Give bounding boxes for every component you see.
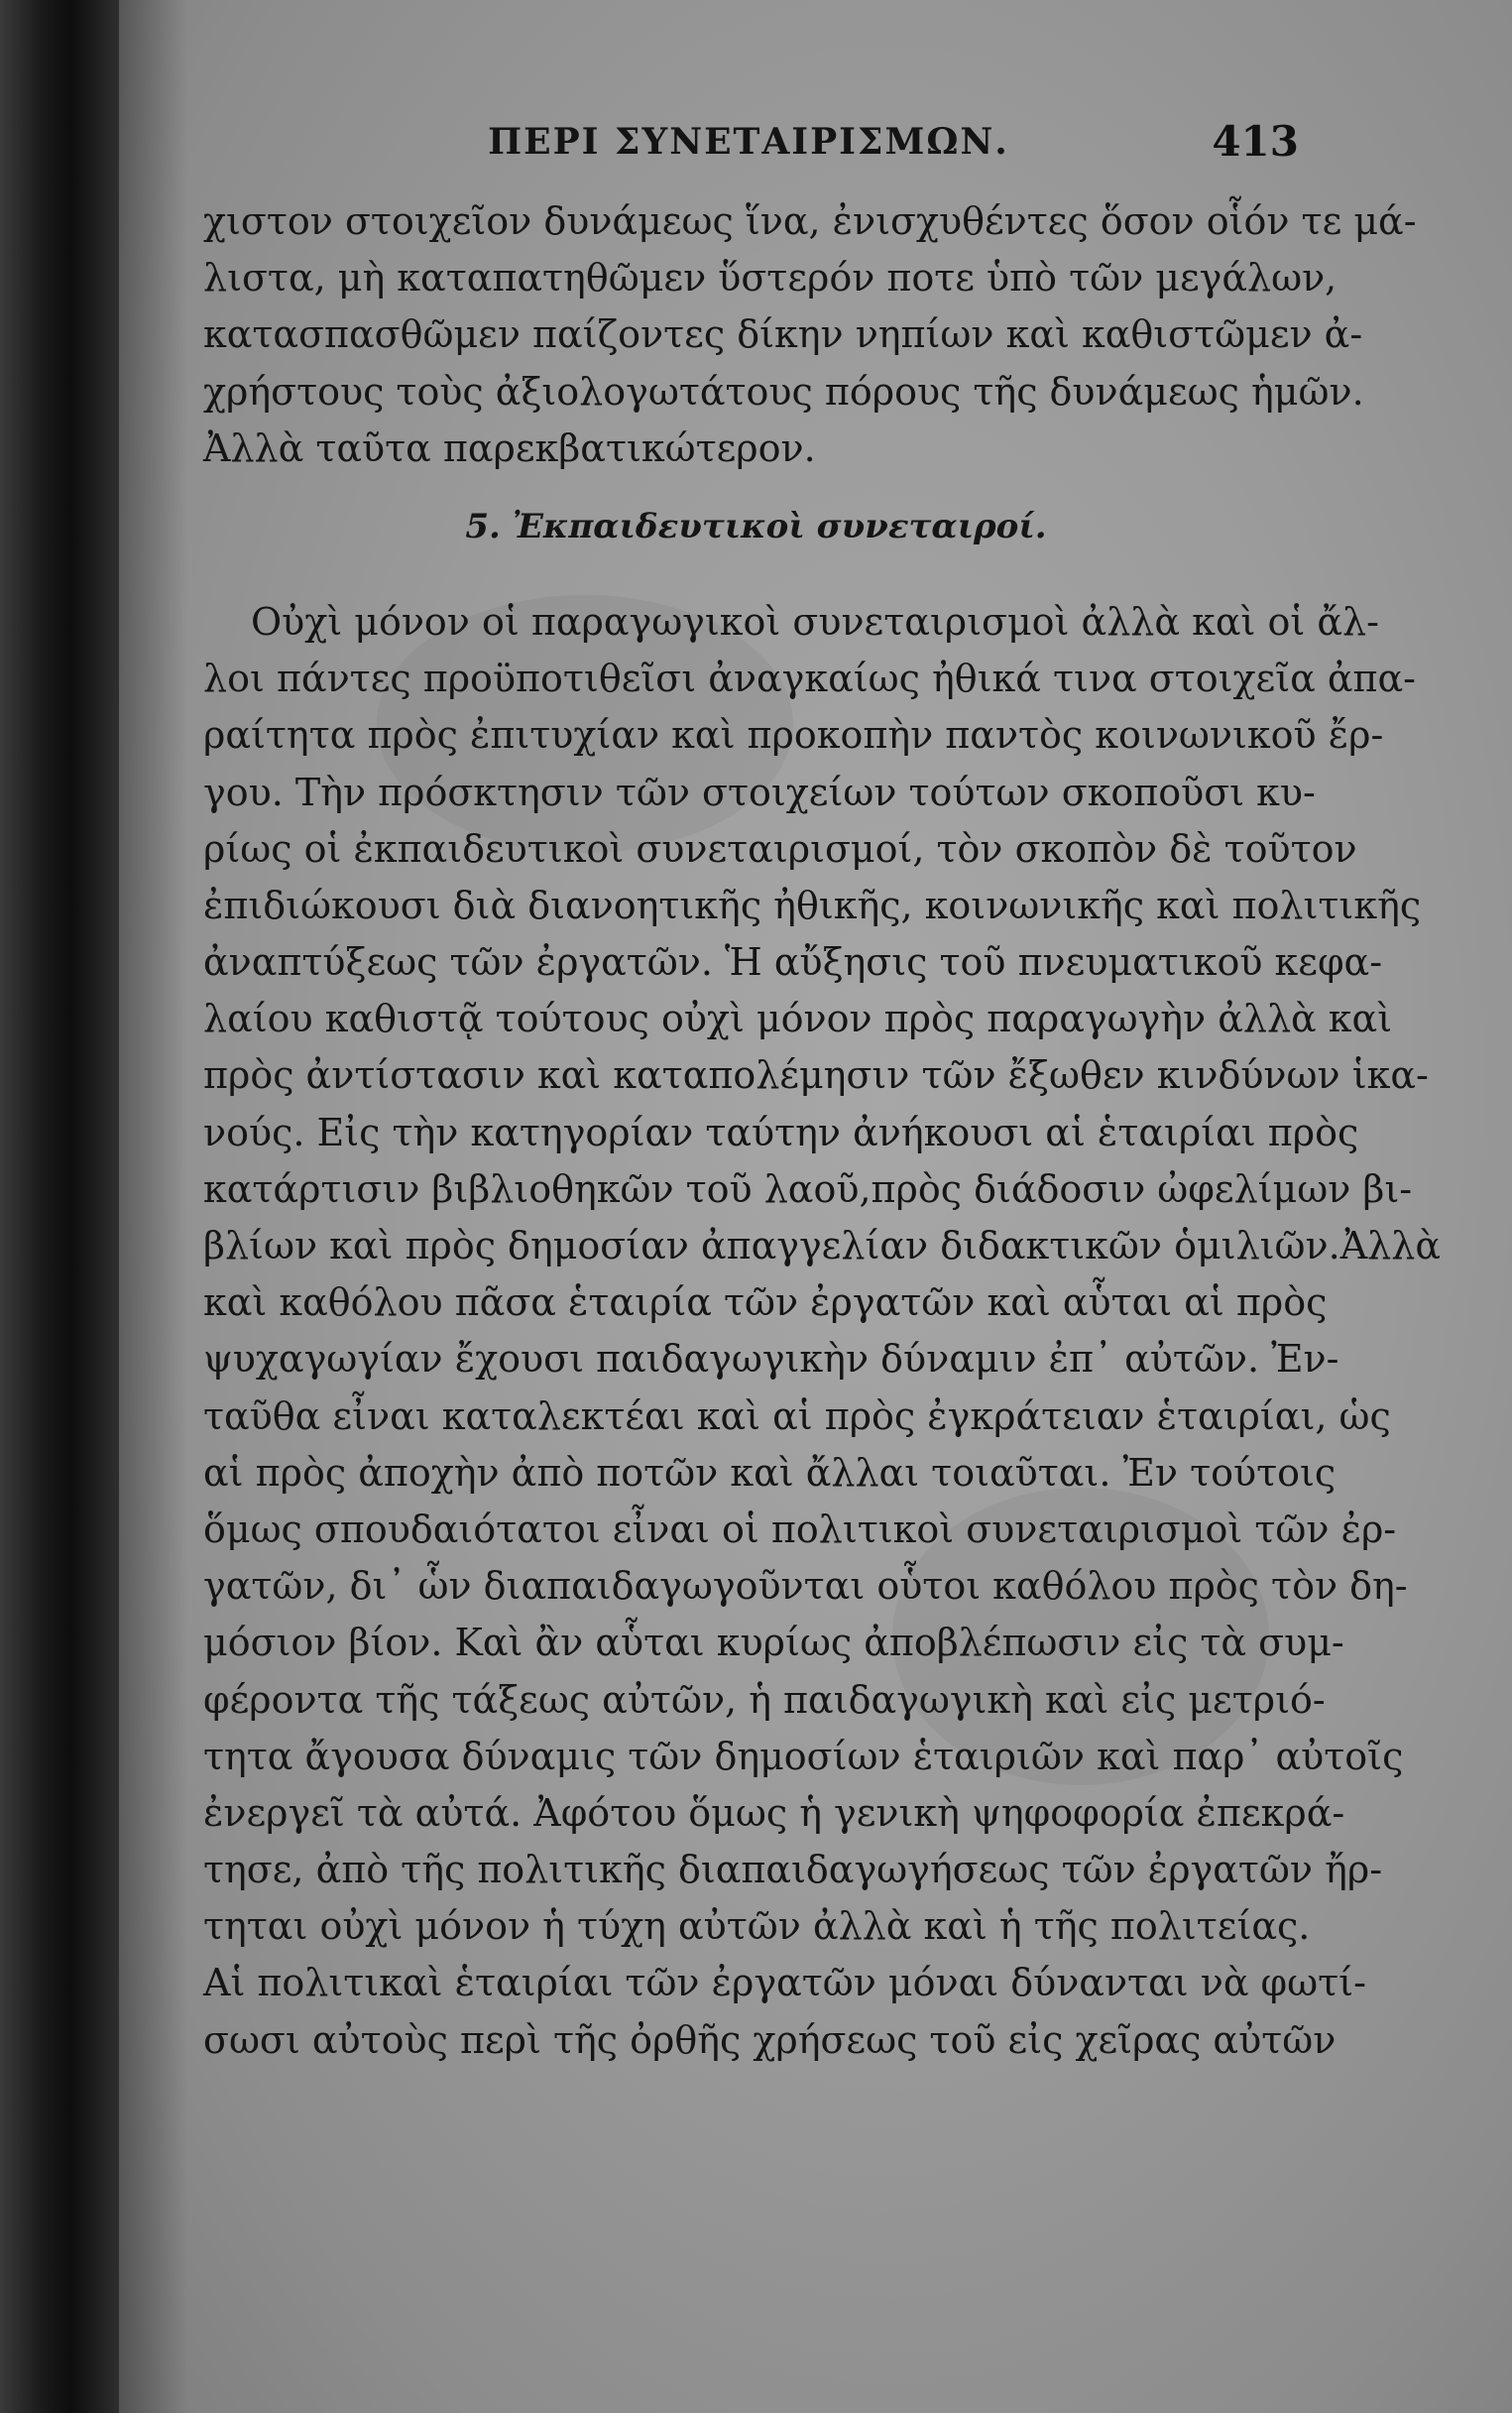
text-line: τητα ἄγουσα δύναμις τῶν δημοσίων ἑταιριῶν καὶ παρ᾽ αὐτοῖς xyxy=(203,1734,1404,1778)
text-line: χιστον στοιχεῖον δυνάμεως ἵνα, ἐνισχυθέντες ὅσον οἷόν τε μά- xyxy=(203,199,1417,243)
text-line: αἱ πρὸς ἀποχὴν ἀπὸ ποτῶν καὶ ἄλλαι τοιαῦται. Ἐν τούτοις xyxy=(203,1450,1337,1495)
text-line: ἀναπτύξεως τῶν ἐργατῶν. Ἡ αὔξησις τοῦ πνευματικοῦ κεφα- xyxy=(203,940,1383,985)
text-line: σωσι αὐτοὺς περὶ τῆς ὀρθῆς χρήσεως τοῦ εἰς χεῖρας αὐτῶν xyxy=(203,2017,1337,2062)
text-line: μόσιον βίον. Καὶ ἂν αὗται κυρίως ἀποβλέπωσιν εἰς τὰ συμ- xyxy=(203,1621,1344,1665)
book-spine xyxy=(0,0,119,2413)
body-text xyxy=(203,193,1441,2069)
text-line: Ἀλλὰ ταῦτα παρεκβατικώτερον. xyxy=(203,425,816,470)
page-header xyxy=(198,109,1299,179)
running-title: ΠΕΡΙ ΣΥΝΕΤΑΙΡΙΣΜΩΝ. xyxy=(488,121,1009,163)
text-line: ὅμως σπουδαιότατοι εἶναι οἱ πολιτικοὶ συνεταιρισμοὶ τῶν ἐρ- xyxy=(203,1507,1397,1551)
text-line: φέροντα τῆς τάξεως αὐτῶν, ἡ παιδαγωγικὴ καὶ εἰς μετριό- xyxy=(203,1677,1326,1722)
paragraph-1 xyxy=(203,193,1417,477)
text-line: Αἱ πολιτικαὶ ἑταιρίαι τῶν ἐργατῶν μόναι δύνανται νὰ φωτί- xyxy=(203,1961,1366,2005)
text-line: γατῶν, δι᾽ ὧν διαπαιδαγωγοῦνται οὗτοι καθόλου πρὸς τὸν δη- xyxy=(203,1564,1408,1609)
text-line: νούς. Εἰς τὴν κατηγορίαν ταύτην ἀνήκουσι αἱ ἑταιρίαι πρὸς xyxy=(203,1110,1359,1154)
page-number: 413 xyxy=(1212,117,1299,166)
text-line: λιστα, μὴ καταπατηθῶμεν ὕστερόν ποτε ὑπὸ τῶν μεγάλων, xyxy=(203,256,1338,301)
text-line: βλίων καὶ πρὸς δημοσίαν ἀπαγγελίαν διδακτικῶν ὁμιλιῶν.Ἀλλὰ xyxy=(203,1224,1441,1267)
text-line: Οὐχὶ μόνον οἱ παραγωγικοὶ συνεταιρισμοὶ ἀλλὰ καὶ οἱ ἄλ- xyxy=(251,599,1379,644)
text-line: λαίου καθιστᾷ τούτους οὐχὶ μόνον πρὸς παραγωγὴν ἀλλὰ καὶ xyxy=(203,997,1393,1041)
text-line: ρίως οἱ ἐκπαιδευτικοὶ συνεταιρισμοί, τὸν σκοπὸν δὲ τοῦτον xyxy=(203,826,1357,871)
spacer xyxy=(203,576,1309,594)
text-line: ταῦθα εἶναι καταλεκτέαι καὶ αἱ πρὸς ἐγκράτειαν ἑταιρίαι, ὡς xyxy=(203,1393,1391,1438)
text-line: κατασπασθῶμεν παίζοντες δίκην νηπίων καὶ καθιστῶμεν ἀ- xyxy=(203,312,1363,357)
text-line: καὶ καθόλου πᾶσα ἑταιρία τῶν ἐργατῶν καὶ αὗται αἱ πρὸς xyxy=(203,1280,1328,1325)
text-line: κατάρτισιν βιβλιοθηκῶν τοῦ λαοῦ,πρὸς διάδοσιν ὠφελίμων βι- xyxy=(203,1166,1413,1211)
paragraph-2 xyxy=(203,594,1441,2069)
text-line: ραίτητα πρὸς ἐπιτυχίαν καὶ προκοπὴν παντὸς κοινωνικοῦ ἔρ- xyxy=(203,713,1384,758)
text-line: ψυχαγωγίαν ἔχουσι παιδαγωγικὴν δύναμιν ἐπ᾽ αὐτῶν. Ἐν- xyxy=(203,1337,1339,1382)
text-line: γου. Τὴν πρόσκτησιν τῶν στοιχείων τούτων σκοποῦσι κυ- xyxy=(203,770,1316,814)
text-line: λοι πάντες προϋποτιθεῖσι ἀναγκαίως ἠθικά τινα στοιχεῖα ἀπα- xyxy=(203,657,1417,701)
text-line: ἐνεργεῖ τὰ αὐτά. Ἀφότου ὅμως ἡ γενικὴ ψηφοφορία ἐπεκρά- xyxy=(203,1790,1345,1835)
text-line: ἐπιδιώκουσι διὰ διανοητικῆς ἠθικῆς, κοινωνικῆς καὶ πολιτικῆς xyxy=(203,883,1422,927)
section-heading: 5. Ἐκπαιδευτικοὶ συνεταιροί. xyxy=(465,506,1047,546)
text-line: πρὸς ἀντίστασιν καὶ καταπολέμησιν τῶν ἔξωθεν κινδύνων ἱκα- xyxy=(203,1053,1429,1098)
text-line: τηται οὐχὶ μόνον ἡ τύχη αὐτῶν ἀλλὰ καὶ ἡ τῆς πολιτείας. xyxy=(203,1904,1311,1949)
text-line: χρήστους τοὺς ἀξιολογωτάτους πόρους τῆς δυνάμεως ἡμῶν. xyxy=(203,369,1364,414)
gutter-shadow xyxy=(119,0,188,2413)
text-line: τησε, ἀπὸ τῆς πολιτικῆς διαπαιδαγωγήσεως τῶν ἐργατῶν ἤρ- xyxy=(203,1848,1383,1892)
